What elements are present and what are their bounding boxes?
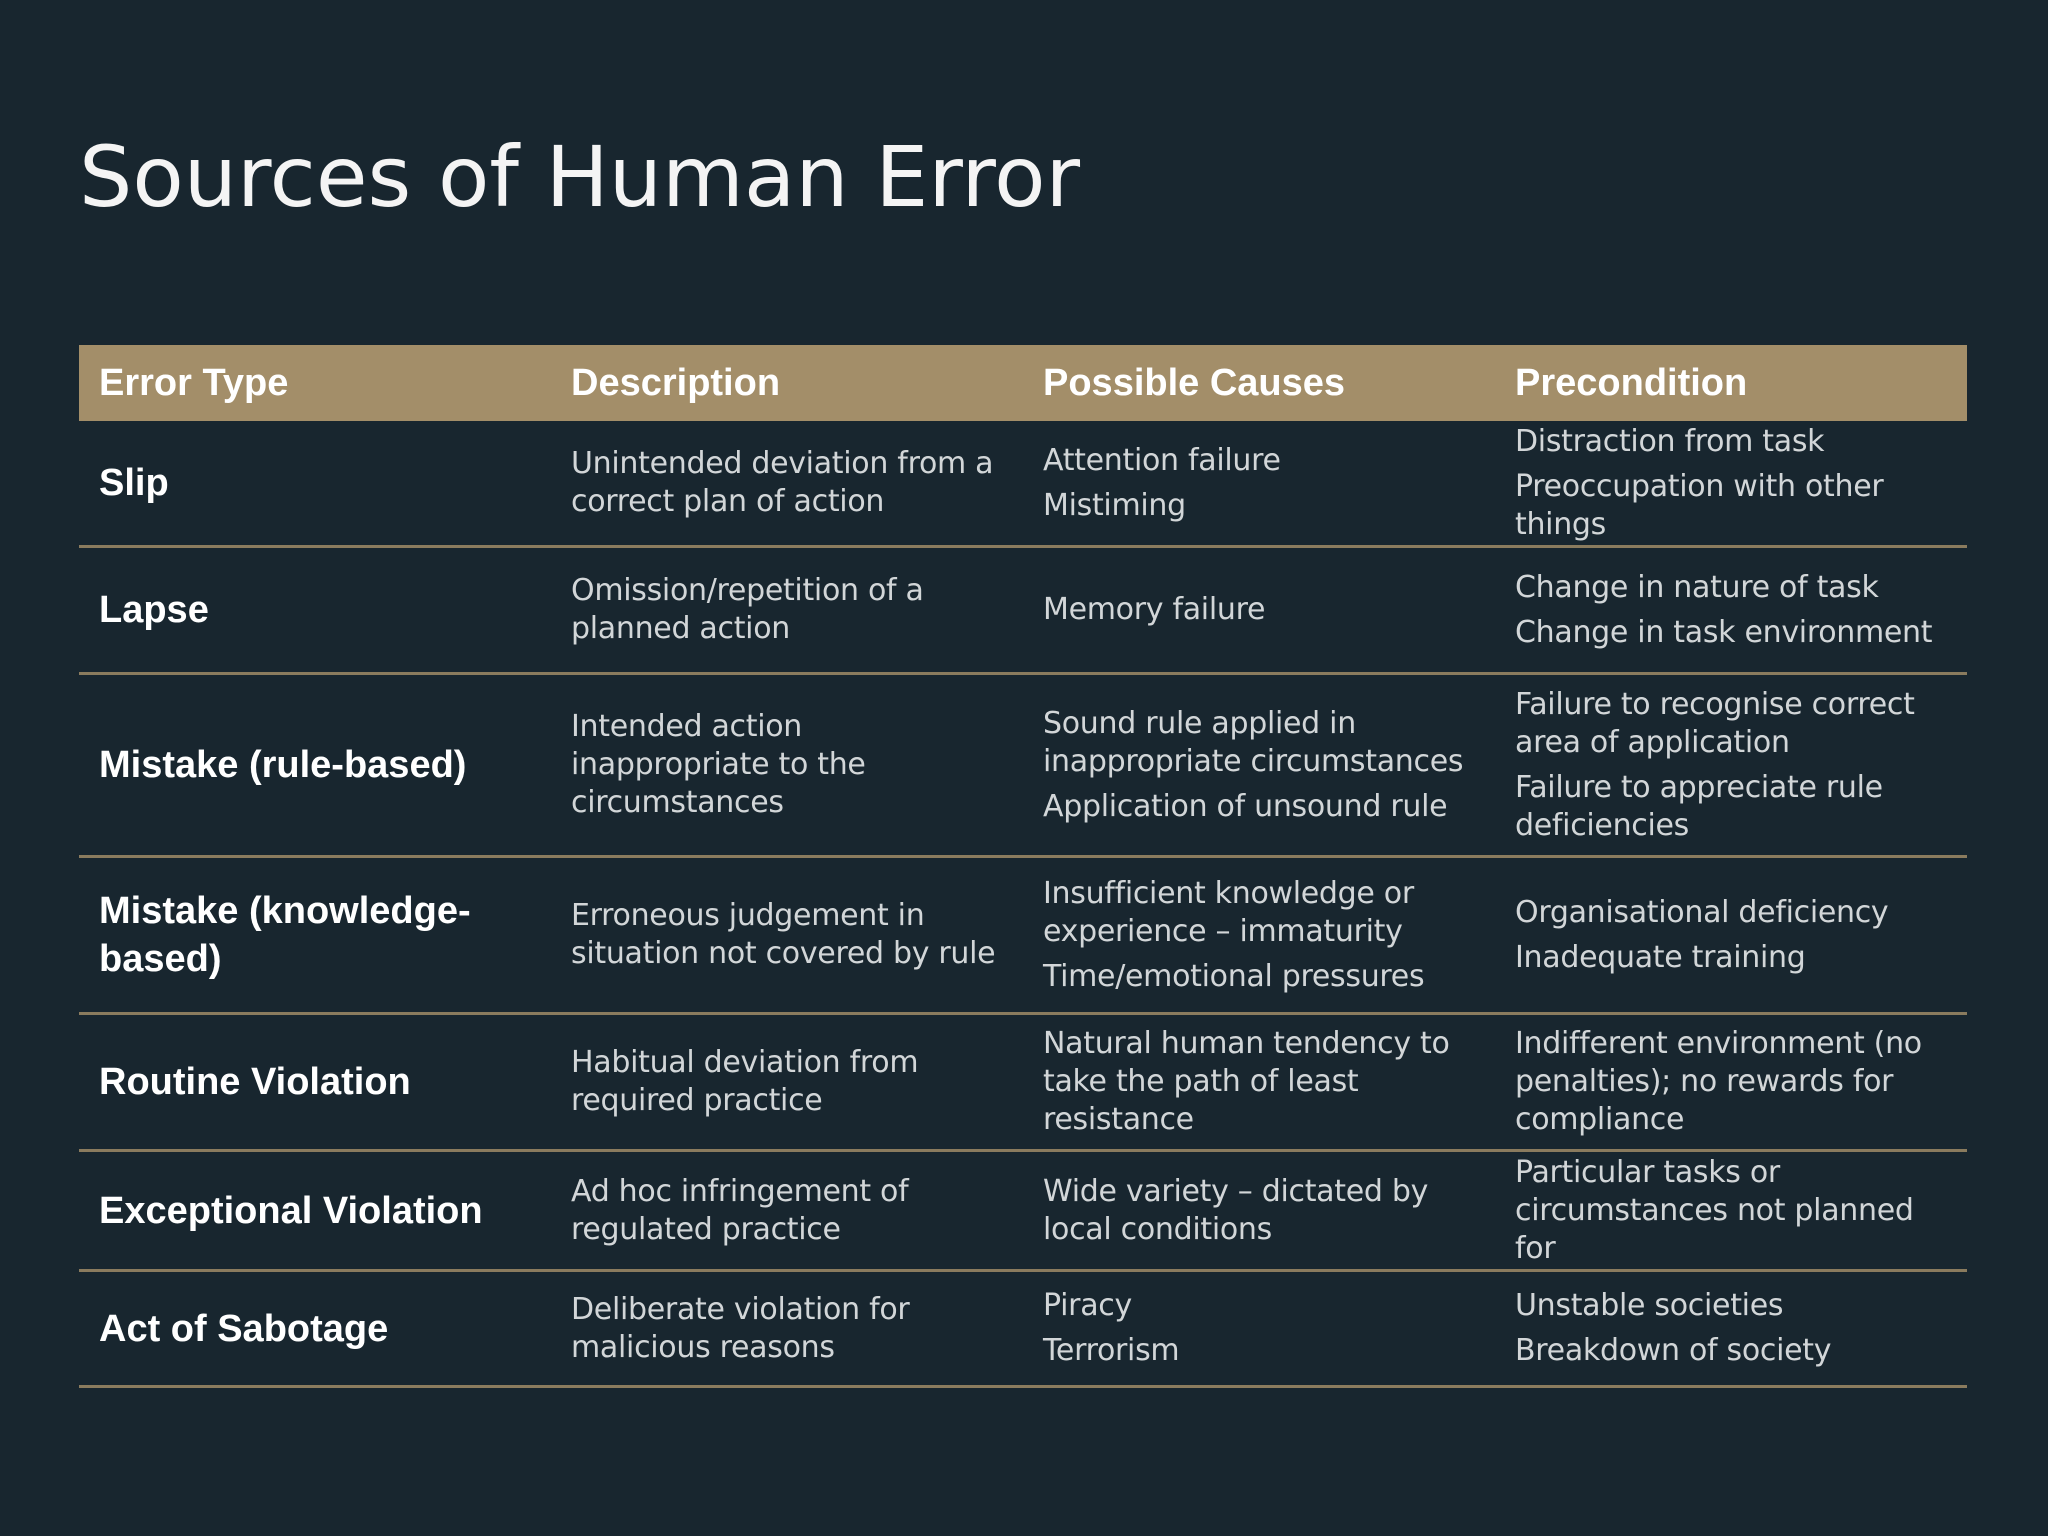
table-row — [79, 1015, 1967, 1152]
table-row — [79, 421, 1967, 548]
description-cell: Erroneous judgement in situation not covered by rule — [571, 898, 996, 971]
precondition-item: Breakdown of society — [1515, 1333, 1832, 1368]
cause-item: Terrorism — [1043, 1333, 1180, 1368]
table-row — [79, 548, 1967, 675]
cause-item: Sound rule applied in inappropriate circumstances — [1043, 705, 1464, 779]
precondition-item: Failure to appreciate rule deficiencies — [1515, 769, 1883, 843]
page-title: Sources of Human Error — [79, 128, 1081, 226]
table-row — [79, 1272, 1967, 1388]
header-possible-causes: Possible Causes — [1043, 361, 1346, 404]
error-table — [79, 345, 1967, 1388]
error-type-cell: Act of Sabotage — [99, 1307, 389, 1350]
cause-item: Attention failure — [1043, 442, 1281, 478]
cause-item: Natural human tendency to take the path of least resistance — [1043, 1026, 1450, 1137]
cause-item: Insufficient knowledge or experience – immaturity — [1043, 875, 1414, 949]
causes-cell — [1023, 591, 1495, 629]
table-row — [79, 1152, 1967, 1272]
causes-cell — [1023, 1287, 1495, 1370]
error-type-cell: Mistake (knowledge-based) — [99, 890, 471, 980]
description-cell: Deliberate violation for malicious reasons — [571, 1291, 910, 1365]
precondition-cell — [1495, 569, 1967, 652]
precondition-item: Organisational deficiency — [1515, 894, 1889, 930]
precondition-item: Failure to recognise correct area of application — [1515, 686, 1915, 760]
causes-cell — [1023, 875, 1495, 996]
error-type-cell: Exceptional Violation — [99, 1189, 483, 1232]
precondition-item: Distraction from task — [1515, 423, 1825, 459]
causes-cell — [1023, 705, 1495, 826]
table-row — [79, 675, 1967, 858]
cause-item: Application of unsound rule — [1043, 788, 1448, 824]
header-precondition: Precondition — [1515, 361, 1748, 404]
precondition-cell — [1495, 686, 1967, 845]
table-body — [79, 421, 1967, 1388]
description-cell: Omission/repetition of a planned action — [571, 573, 924, 646]
description-cell: Unintended deviation from a correct plan of action — [571, 446, 994, 519]
error-type-cell: Slip — [99, 462, 169, 504]
precondition-cell — [1495, 894, 1967, 977]
description-cell: Ad hoc infringement of regulated practice — [571, 1173, 909, 1247]
cause-item: Wide variety – dictated by local conditions — [1043, 1173, 1429, 1247]
cause-item: Memory failure — [1043, 592, 1266, 627]
cause-item: Mistiming — [1043, 487, 1186, 523]
precondition-cell — [1495, 423, 1967, 544]
precondition-cell — [1495, 1154, 1967, 1268]
precondition-cell — [1495, 1025, 1967, 1139]
precondition-item: Preoccupation with other things — [1515, 468, 1884, 542]
table-header — [79, 345, 1967, 421]
precondition-item: Particular tasks or circumstances not planned for — [1515, 1154, 1914, 1266]
causes-cell — [1023, 1173, 1495, 1249]
error-type-cell: Lapse — [99, 589, 209, 631]
precondition-item: Change in nature of task — [1515, 569, 1879, 605]
header-description: Description — [571, 361, 781, 404]
cause-item: Time/emotional pressures — [1043, 958, 1425, 994]
precondition-item: Inadequate training — [1515, 939, 1806, 975]
precondition-item: Change in task environment — [1515, 614, 1933, 650]
causes-cell — [1023, 442, 1495, 525]
causes-cell — [1023, 1025, 1495, 1139]
error-type-cell: Routine Violation — [99, 1061, 411, 1103]
table-row — [79, 858, 1967, 1015]
precondition-item: Indifferent environment (no penalties); no rewards for compliance — [1515, 1026, 1922, 1137]
precondition-cell — [1495, 1287, 1967, 1370]
description-cell: Habitual deviation from required practice — [571, 1045, 919, 1118]
header-error-type: Error Type — [99, 361, 289, 404]
cause-item: Piracy — [1043, 1288, 1132, 1323]
precondition-item: Unstable societies — [1515, 1288, 1784, 1323]
error-type-cell: Mistake (rule-based) — [99, 744, 467, 786]
description-cell: Intended action inappropriate to the circumstances — [571, 709, 866, 820]
